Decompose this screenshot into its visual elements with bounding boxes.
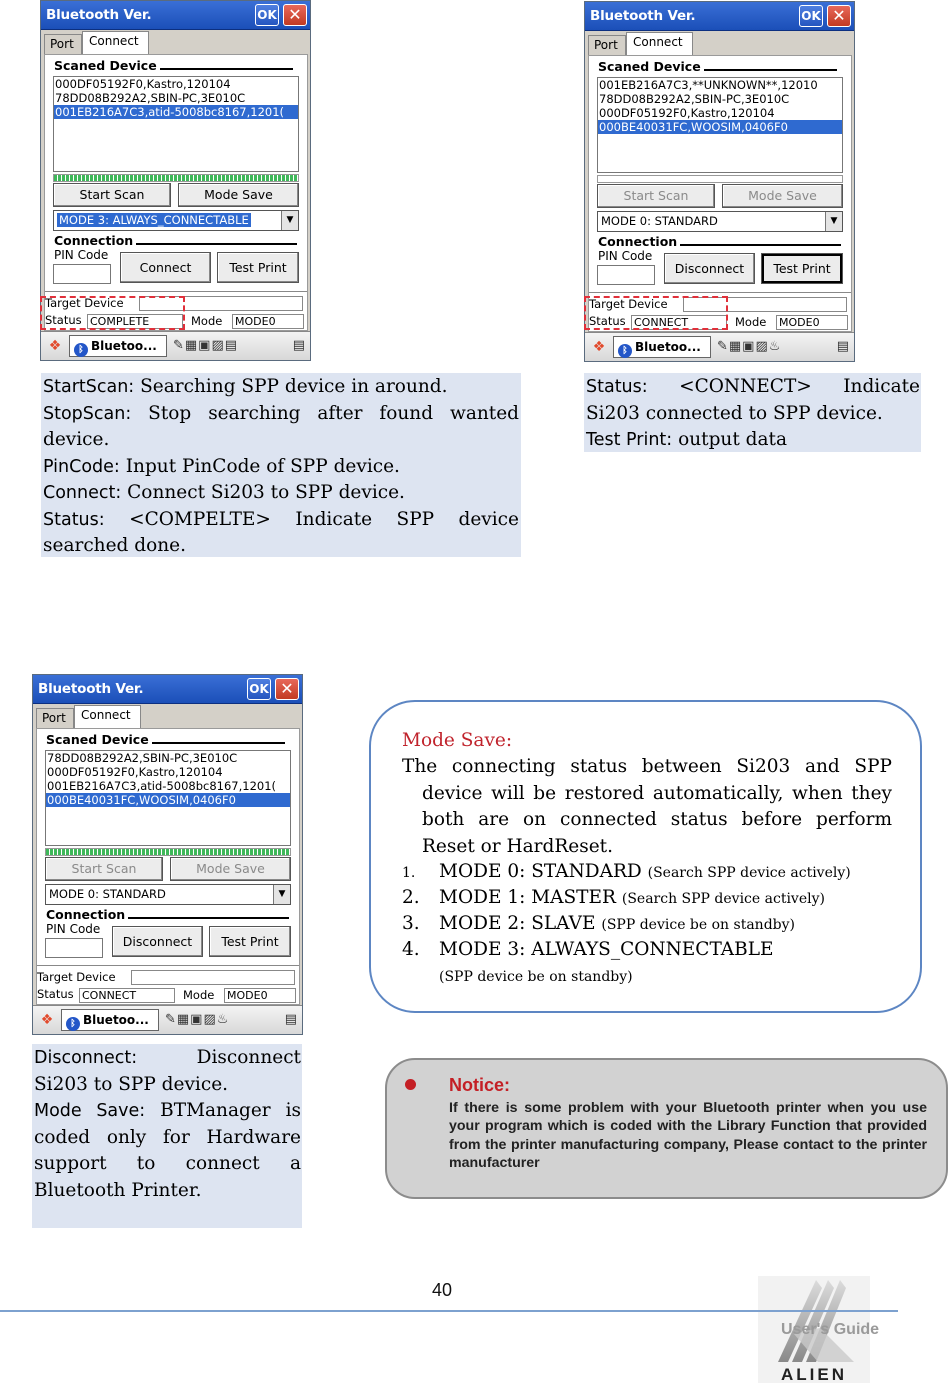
status-text: <COMPELTE> Indicate SPP device xyxy=(129,508,519,530)
window-title: Bluetooth Ver. xyxy=(46,7,152,23)
status-text: <CONNECT> Indicate xyxy=(679,376,920,397)
disconnect-info-panel xyxy=(32,1044,302,1228)
taskbar-app-label: Bluetoo... xyxy=(83,1013,149,1027)
mode-save-callout xyxy=(369,700,922,1013)
tab-port[interactable]: Port xyxy=(44,34,82,54)
status-label: Status xyxy=(45,313,82,327)
tab-connect[interactable]: Connect xyxy=(82,31,149,55)
connect-desc xyxy=(43,480,519,507)
mode-save-paragraph xyxy=(402,754,892,860)
close-icon[interactable]: ✕ xyxy=(283,4,307,26)
stop-scan-desc xyxy=(43,401,519,428)
disconnect-key: Disconnect: xyxy=(34,1048,138,1068)
section-rule xyxy=(122,917,289,919)
stop-scan-key: StopScan: xyxy=(43,403,132,424)
mode-save-text-cont: Bluetooth Printer. xyxy=(34,1179,202,1201)
scaned-device-label: Scaned Device xyxy=(54,58,160,73)
mode-save-text: BTManager is xyxy=(160,1100,301,1121)
mode-save-line: The connecting status between Si203 and SPP xyxy=(402,756,892,777)
mode-select[interactable] xyxy=(597,211,843,232)
list-item[interactable]: 001EB216A7C3,**UNKNOWN**,12010 xyxy=(599,78,818,92)
title-bar xyxy=(33,675,302,704)
ok-button[interactable]: OK xyxy=(799,5,823,27)
system-tray-icons: ✎▦▣▨▤ xyxy=(173,338,239,353)
taskbar-app-label: Bluetoo... xyxy=(635,340,701,354)
status-desc xyxy=(586,374,920,401)
section-rule xyxy=(674,244,841,246)
status-text-cont: Si203 connected to SPP device. xyxy=(586,402,883,424)
logo-text: ALIEN xyxy=(781,1365,847,1383)
mode-item-number: 2. xyxy=(402,887,420,908)
divider xyxy=(45,291,307,292)
disconnect-text: Disconnect xyxy=(196,1047,301,1068)
start-scan-button[interactable]: Start Scan xyxy=(597,184,715,208)
footer-rule xyxy=(0,1310,898,1312)
tab-port[interactable]: Port xyxy=(36,708,74,728)
start-scan-button[interactable]: Start Scan xyxy=(53,183,171,207)
chevron-down-icon[interactable]: ▼ xyxy=(825,212,842,231)
disconnect-desc xyxy=(34,1045,301,1072)
ok-button[interactable]: OK xyxy=(247,678,271,700)
mode-save-text-cont: support to connect a xyxy=(34,1153,301,1174)
taskbar-app-button[interactable] xyxy=(613,336,711,358)
bluetooth-icon: ᛒ xyxy=(618,344,632,358)
mode-item-text: MODE 1: MASTER xyxy=(439,887,616,908)
mode-label: Mode xyxy=(183,988,215,1002)
mode-select[interactable] xyxy=(53,210,299,231)
bluetooth-icon: ᛒ xyxy=(66,1017,80,1031)
connect-key: Connect: xyxy=(43,483,122,503)
desktop-icon[interactable]: ▤ xyxy=(284,1012,297,1027)
test-print-key: Test Print: xyxy=(586,430,673,450)
connect-panel xyxy=(36,728,300,1005)
mode-list-item xyxy=(402,859,892,887)
mode-item-number: 4. xyxy=(402,939,420,960)
mode-field: MODE0 xyxy=(232,314,304,329)
start-scan-text: Searching SPP device in around. xyxy=(140,376,448,397)
title-bar xyxy=(585,2,854,31)
stop-scan-text: Stop searching after found wanted xyxy=(148,402,519,424)
mode-select-value: MODE 3: ALWAYS_CONNECTABLE xyxy=(59,213,249,227)
page-number: 40 xyxy=(432,1280,453,1300)
list-item[interactable]: 000DF05192F0,Kastro,120104 xyxy=(55,77,231,91)
mode-item-note: (SPP device be on standby) xyxy=(601,917,795,933)
mode-save-title: Mode Save: xyxy=(402,730,513,751)
mode-item-text: MODE 0: STANDARD xyxy=(439,861,642,882)
pin-code-text: Input PinCode of SPP device. xyxy=(125,455,400,477)
connect-button[interactable]: Connect xyxy=(120,252,211,283)
connection-label: Connection xyxy=(598,234,680,249)
test-print-desc xyxy=(586,427,920,454)
target-device-field xyxy=(131,970,295,985)
scan-progress-bar xyxy=(45,848,291,856)
notice-title: Notice: xyxy=(449,1075,511,1095)
desktop-icon[interactable]: ▤ xyxy=(836,339,849,354)
status-field: CONNECT xyxy=(631,315,727,330)
taskbar xyxy=(41,331,310,360)
disconnect-text-cont: Si203 to SPP device. xyxy=(34,1073,229,1095)
mode-item-text: MODE 3: ALWAYS_CONNECTABLE xyxy=(439,939,774,960)
mode-save-line: device will be restored automatically, when they xyxy=(422,782,892,804)
mode-save-key: Mode Save: xyxy=(34,1101,146,1121)
mode-list-item xyxy=(402,885,892,913)
scan-info-panel xyxy=(41,373,521,557)
divider xyxy=(589,292,851,293)
connect-panel xyxy=(588,55,852,332)
windows-start-icon[interactable]: ❖ xyxy=(592,339,606,355)
title-bar xyxy=(41,1,310,30)
list-item[interactable]: 000DF05192F0,Kastro,120104 xyxy=(599,106,775,120)
pin-code-label: PIN Code xyxy=(46,922,101,936)
status-text-cont: searched done. xyxy=(43,535,186,556)
disconnect-button[interactable]: Disconnect xyxy=(664,253,755,284)
status-highlight-box xyxy=(584,296,728,330)
mode-save-text-cont: coded only for Hardware xyxy=(34,1126,301,1148)
pin-code-key: PinCode: xyxy=(43,456,120,477)
window-title: Bluetooth Ver. xyxy=(590,8,696,24)
mode-save-button[interactable]: Mode Save xyxy=(170,857,291,881)
pin-code-input[interactable] xyxy=(597,265,655,285)
chevron-down-icon[interactable]: ▼ xyxy=(273,885,290,904)
system-tray-icons: ✎▦▣▨♨ xyxy=(717,339,782,354)
list-item[interactable]: 78DD08B292A2,SBIN-PC,3E010C xyxy=(47,751,238,765)
scan-progress-bar xyxy=(597,175,843,183)
list-item-selected[interactable]: 000BE40031FC,WOOSIM,0406F0 xyxy=(46,793,290,807)
list-item[interactable]: 000DF05192F0,Kastro,120104 xyxy=(47,765,223,779)
mode-save-button[interactable]: Mode Save xyxy=(178,183,299,207)
mode-select[interactable] xyxy=(45,884,291,905)
windows-start-icon[interactable]: ❖ xyxy=(48,338,62,354)
mode-select-value: MODE 0: STANDARD xyxy=(601,214,718,228)
section-rule xyxy=(130,243,297,245)
device-list[interactable] xyxy=(53,76,299,172)
status-field: CONNECT xyxy=(79,988,175,1003)
taskbar xyxy=(33,1005,302,1034)
status-highlight-box xyxy=(40,296,185,330)
start-scan-button[interactable]: Start Scan xyxy=(45,857,163,881)
status-label: Status xyxy=(589,314,626,328)
mode-save-line: both are on connected status before perform xyxy=(422,809,892,830)
scaned-device-label: Scaned Device xyxy=(46,732,152,747)
start-scan-desc xyxy=(43,374,519,401)
notice-box xyxy=(385,1058,948,1199)
list-item-selected[interactable]: 001EB216A7C3,atid-5008bc8167,1201( xyxy=(54,105,298,119)
mode-label: Mode xyxy=(735,315,767,329)
pin-code-label: PIN Code xyxy=(598,249,653,263)
window-title: Bluetooth Ver. xyxy=(38,681,144,697)
tab-connect[interactable]: Connect xyxy=(74,705,141,729)
windows-start-icon[interactable]: ❖ xyxy=(40,1012,54,1028)
stop-scan-text-cont: device. xyxy=(43,429,110,450)
mode-item-note: (Search SPP device actively) xyxy=(647,865,851,881)
taskbar-app-button[interactable] xyxy=(61,1009,159,1031)
mode-select-value: MODE 0: STANDARD xyxy=(49,887,166,901)
device-screenshot-3 xyxy=(32,674,303,1035)
test-print-button[interactable]: Test Print xyxy=(761,253,843,284)
status-key: Status: xyxy=(43,509,105,530)
close-icon[interactable]: ✕ xyxy=(827,5,851,27)
pin-code-label: PIN Code xyxy=(54,248,109,262)
bullet-icon xyxy=(405,1079,416,1090)
test-print-button[interactable]: Test Print xyxy=(209,926,291,957)
system-tray-icons: ✎▦▣▨♨ xyxy=(165,1012,230,1027)
taskbar xyxy=(585,332,854,361)
target-device-label: Target Device xyxy=(589,297,668,311)
taskbar-app-label: Bluetoo... xyxy=(91,339,157,353)
connect-info-panel xyxy=(584,373,921,452)
list-item[interactable]: 78DD08B292A2,SBIN-PC,3E010C xyxy=(599,92,790,106)
status-field: COMPLETE xyxy=(87,314,183,329)
target-device-label: Target Device xyxy=(45,296,124,310)
status-key: Status: xyxy=(586,377,648,397)
list-item[interactable]: 78DD08B292A2,SBIN-PC,3E010C xyxy=(55,91,246,105)
users-guide-label: User's Guide xyxy=(781,1321,880,1338)
disconnect-button[interactable]: Disconnect xyxy=(112,926,203,957)
tab-port[interactable]: Port xyxy=(588,35,626,55)
mode-item-number: 3. xyxy=(402,913,420,934)
connection-label: Connection xyxy=(54,233,136,248)
mode-list-item xyxy=(402,911,892,939)
pin-code-input[interactable] xyxy=(45,938,103,958)
test-print-button[interactable]: Test Print xyxy=(217,252,299,283)
mode-save-line: Reset or HardReset. xyxy=(422,835,613,857)
pin-code-input[interactable] xyxy=(53,264,111,284)
connect-panel xyxy=(44,54,308,331)
mode-save-desc xyxy=(34,1098,301,1125)
list-item-selected[interactable]: 000BE40031FC,WOOSIM,0406F0 xyxy=(598,120,842,134)
connection-label: Connection xyxy=(46,907,128,922)
mode-item-text: MODE 2: SLAVE xyxy=(439,913,596,934)
mode-label: Mode xyxy=(191,314,223,328)
scan-progress-bar xyxy=(53,174,299,182)
status-label: Status xyxy=(37,987,74,1001)
mode-field: MODE0 xyxy=(776,315,848,330)
list-item[interactable]: 001EB216A7C3,atid-5008bc8167,1201( xyxy=(47,779,277,793)
mode-list-item xyxy=(402,937,892,964)
chevron-down-icon[interactable]: ▼ xyxy=(281,211,298,230)
mode-item-number: 1. xyxy=(402,865,416,881)
device-list[interactable] xyxy=(45,750,291,846)
pin-code-desc xyxy=(43,454,519,481)
notice-body: If there is some problem with your Bluetooth printer when you use your program which is coded with the Library Function that provided from the printer manufacturing company, Please contact to the printer manufacturer xyxy=(449,1100,927,1171)
bluetooth-icon: ᛒ xyxy=(74,343,88,357)
status-desc xyxy=(43,507,519,534)
target-device-label: Target Device xyxy=(37,970,116,984)
tab-connect[interactable]: Connect xyxy=(626,32,693,56)
divider xyxy=(37,965,299,966)
mode-item-note: (SPP device be on standby) xyxy=(439,969,633,985)
ok-button[interactable]: OK xyxy=(255,4,279,26)
device-list[interactable] xyxy=(597,77,843,173)
taskbar-app-button[interactable] xyxy=(69,335,167,357)
test-print-text: output data xyxy=(678,429,787,450)
start-scan-key: StartScan: xyxy=(43,377,135,397)
close-icon[interactable]: ✕ xyxy=(275,678,299,700)
scaned-device-label: Scaned Device xyxy=(598,59,704,74)
mode-item-note: (Search SPP device actively) xyxy=(621,891,825,907)
mode-save-button[interactable]: Mode Save xyxy=(722,184,843,208)
desktop-icon[interactable]: ▤ xyxy=(292,338,305,353)
mode-field: MODE0 xyxy=(224,988,296,1003)
connect-text: Connect Si203 to SPP device. xyxy=(127,482,405,503)
